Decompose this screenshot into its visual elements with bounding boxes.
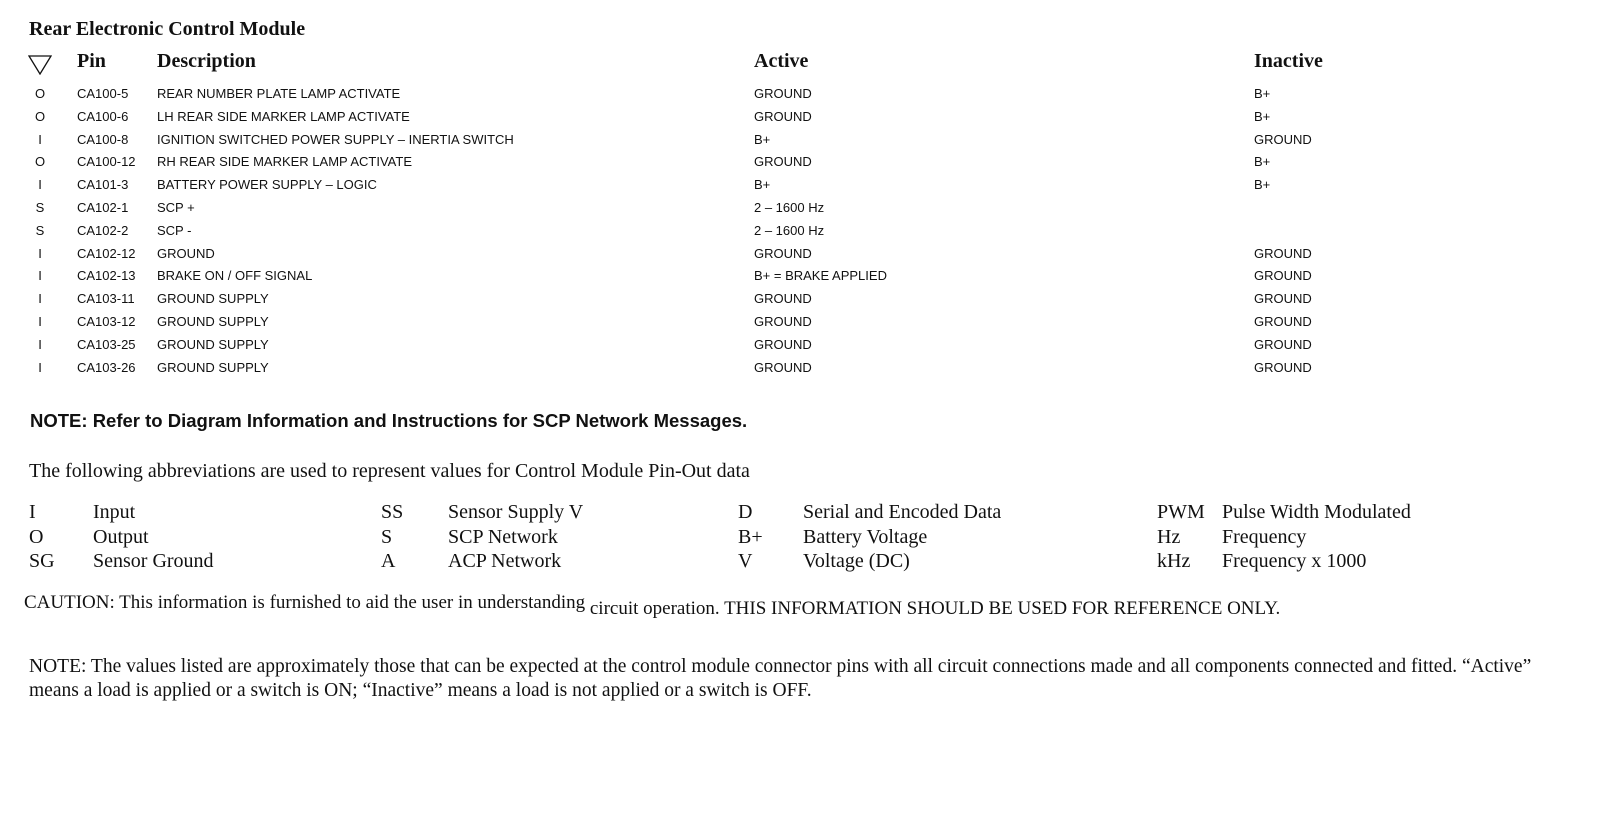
inactive-cell: B+ <box>1254 177 1271 192</box>
description-cell: GROUND SUPPLY <box>157 291 269 306</box>
table-row <box>0 337 1600 359</box>
io-cell: I <box>38 177 42 192</box>
description-cell: LH REAR SIDE MARKER LAMP ACTIVATE <box>157 109 410 124</box>
header-active: Active <box>754 50 809 72</box>
io-cell: O <box>34 86 46 101</box>
description-cell: SCP - <box>157 223 192 238</box>
active-cell: 2 – 1600 Hz <box>754 200 825 215</box>
io-cell: O <box>34 154 46 169</box>
header-inactive: Inactive <box>1254 50 1323 72</box>
abbreviation-desc: SCP Network <box>448 525 558 548</box>
pin-cell: CA100-6 <box>77 109 129 124</box>
pin-cell: CA102-1 <box>77 200 129 215</box>
inactive-cell: GROUND <box>1254 268 1312 283</box>
scp-note: NOTE: Refer to Diagram Information and Instructions for SCP Network Messages. <box>30 410 748 431</box>
inactive-cell: B+ <box>1254 154 1271 169</box>
description-cell: GROUND SUPPLY <box>157 337 269 352</box>
header-description: Description <box>157 50 256 72</box>
pin-cell: CA103-11 <box>77 291 135 306</box>
active-cell: B+ <box>754 177 771 192</box>
pin-cell: CA102-12 <box>77 246 136 261</box>
io-cell: O <box>34 109 46 124</box>
inactive-cell: B+ <box>1254 109 1271 124</box>
abbreviation-code: O <box>29 525 44 548</box>
pin-cell: CA103-12 <box>77 314 136 329</box>
active-cell: GROUND <box>754 337 812 352</box>
abbreviation-desc: Voltage (DC) <box>803 550 910 572</box>
abbreviation-code: B+ <box>738 525 763 548</box>
description-cell: BRAKE ON / OFF SIGNAL <box>157 268 313 283</box>
abbreviation-row <box>0 501 1600 526</box>
caution-part-2: circuit operation. THIS INFORMATION SHOULD BE USED FOR REFERENCE ONLY. <box>589 598 1281 619</box>
caution-part-1: CAUTION: This information is furnished to aid the user in understanding <box>24 592 586 613</box>
values-note: NOTE: The values listed are approximately those that can be expected at the control module connector pins with all circuit connections made and all components connected and fitted. “Active” means a load is applied or a switch is ON; “Inactive” means a load is not applied or a switch is OFF. <box>29 656 1532 701</box>
inactive-cell: GROUND <box>1254 337 1312 352</box>
abbreviation-code: I <box>29 501 36 523</box>
abbreviation-desc: Pulse Width Modulated <box>1222 501 1411 523</box>
abbreviation-desc: Frequency <box>1222 525 1307 548</box>
io-cell: I <box>38 337 42 352</box>
pin-cell: CA100-8 <box>77 132 129 147</box>
table-row <box>0 109 1600 131</box>
abbreviation-desc: Sensor Ground <box>93 550 214 572</box>
active-cell: GROUND <box>754 246 812 261</box>
io-cell: I <box>38 291 42 306</box>
abbreviation-desc: Input <box>93 501 136 523</box>
abbreviation-code: A <box>381 550 396 572</box>
table-row <box>0 86 1600 108</box>
document-title: Rear Electronic Control Module <box>29 18 306 40</box>
active-cell: B+ = BRAKE APPLIED <box>754 268 887 283</box>
inactive-cell: GROUND <box>1254 132 1312 147</box>
active-cell: GROUND <box>754 109 812 124</box>
abbreviation-code: Hz <box>1157 525 1181 548</box>
abbreviation-row <box>0 526 1600 551</box>
table-row <box>0 154 1600 176</box>
active-cell: GROUND <box>754 154 812 169</box>
inactive-cell: B+ <box>1254 86 1271 101</box>
description-cell: GROUND <box>157 246 215 261</box>
io-cell: I <box>38 314 42 329</box>
description-cell: IGNITION SWITCHED POWER SUPPLY – INERTIA SWITCH <box>157 132 514 147</box>
abbreviations-legend <box>0 501 1600 575</box>
description-cell: GROUND SUPPLY <box>157 360 269 375</box>
abbreviation-code: V <box>738 550 753 572</box>
caution-text <box>24 592 1281 619</box>
active-cell: GROUND <box>754 314 812 329</box>
abbreviations-intro: The following abbreviations are used to represent values for Control Module Pin-Out data <box>29 460 750 482</box>
active-cell: GROUND <box>754 86 812 101</box>
active-cell: 2 – 1600 Hz <box>754 223 825 238</box>
description-cell: BATTERY POWER SUPPLY – LOGIC <box>157 177 377 192</box>
abbreviation-code: SG <box>29 550 55 572</box>
table-row <box>0 268 1600 290</box>
input-output-triangle-icon <box>28 55 52 75</box>
abbreviation-code: SS <box>381 501 404 523</box>
table-row <box>0 246 1600 268</box>
inactive-cell: GROUND <box>1254 314 1312 329</box>
description-cell: REAR NUMBER PLATE LAMP ACTIVATE <box>157 86 401 101</box>
abbreviation-desc: Frequency x 1000 <box>1222 550 1367 572</box>
table-row <box>0 132 1600 154</box>
io-cell: I <box>38 360 42 375</box>
io-cell: I <box>38 132 42 147</box>
active-cell: B+ <box>754 132 771 147</box>
active-cell: GROUND <box>754 291 812 306</box>
table-row <box>0 200 1600 222</box>
abbreviation-code: kHz <box>1157 550 1191 572</box>
pin-cell: CA102-2 <box>77 223 129 238</box>
description-cell: GROUND SUPPLY <box>157 314 269 329</box>
io-cell: I <box>38 268 42 283</box>
abbreviation-code: PWM <box>1157 501 1205 523</box>
table-row <box>0 177 1600 199</box>
abbreviation-desc: Sensor Supply V <box>448 501 584 523</box>
header-pin: Pin <box>77 50 106 72</box>
table-row <box>0 223 1600 245</box>
io-cell: S <box>35 200 45 215</box>
abbreviation-code: S <box>381 525 393 548</box>
abbreviation-code: D <box>738 501 753 523</box>
pin-cell: CA103-25 <box>77 337 136 352</box>
pin-cell: CA101-3 <box>77 177 129 192</box>
pin-cell: CA100-12 <box>77 154 136 169</box>
pin-cell: CA100-5 <box>77 86 129 101</box>
inactive-cell: GROUND <box>1254 360 1312 375</box>
abbreviation-desc: Battery Voltage <box>803 525 928 548</box>
io-cell: S <box>35 223 45 238</box>
description-cell: RH REAR SIDE MARKER LAMP ACTIVATE <box>157 154 412 169</box>
inactive-cell: GROUND <box>1254 291 1312 306</box>
inactive-cell: GROUND <box>1254 246 1312 261</box>
pin-cell: CA103-26 <box>77 360 136 375</box>
abbreviation-desc: Serial and Encoded Data <box>803 501 1002 523</box>
io-cell: I <box>38 246 42 261</box>
table-row <box>0 360 1600 382</box>
abbreviation-desc: ACP Network <box>448 550 562 572</box>
table-row <box>0 291 1600 313</box>
description-cell: SCP + <box>157 200 195 215</box>
active-cell: GROUND <box>754 360 812 375</box>
table-row <box>0 314 1600 336</box>
abbreviation-row <box>0 550 1600 575</box>
abbreviation-desc: Output <box>93 525 149 548</box>
pin-cell: CA102-13 <box>77 268 136 283</box>
